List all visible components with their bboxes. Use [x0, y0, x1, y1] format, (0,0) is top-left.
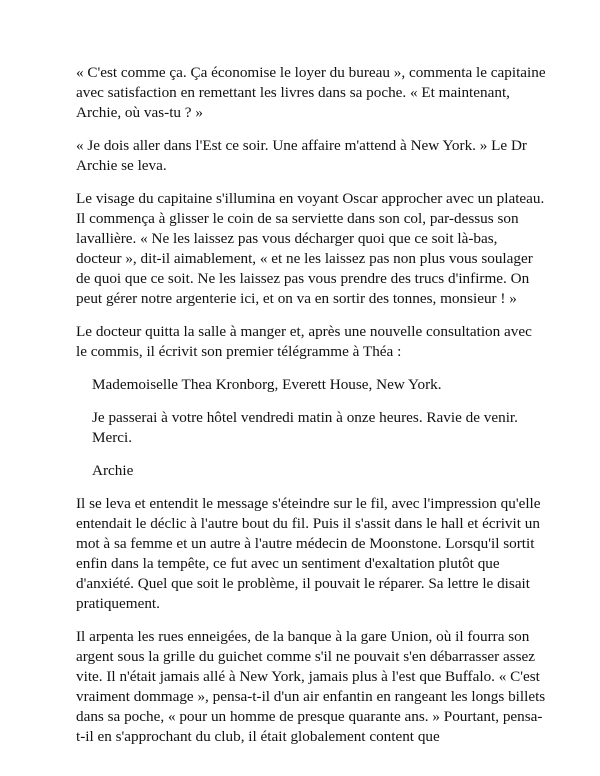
document-page	[76, 63, 546, 760]
paragraph: Il arpenta les rues enneigées, de la banque à la gare Union, où il fourra son argent sous la grille du guichet comme s'il ne pouvait s'en débarrasser assez vite. Il n'était jamais allé à New York, jamais plus à l'est que Buffalo. « C'est vraiment dommage », pensa-t-il d'un air enfantin en rangeant les longs billets dans sa poche, « pour un homme de presque quarante ans. » Pourtant, pensa-t-il en s'approchant du club, il était globalement content que	[76, 628, 546, 745]
telegram-address: Mademoiselle Thea Kronborg, Everett House, New York.	[92, 376, 442, 393]
paragraph: Le docteur quitta la salle à manger et, après une nouvelle consultation avec le commis, il écrivit son premier télégramme à Théa :	[76, 323, 532, 360]
paragraph: « Je dois aller dans l'Est ce soir. Une affaire m'attend à New York. » Le Dr Archie se leva.	[76, 137, 527, 174]
paragraph: Le visage du capitaine s'illumina en voyant Oscar approcher avec un plateau. Il commença à glisser le coin de sa serviette dans son col, par-dessus son lavallière. « Ne les laissez pas vous décharger quoi que ce soit là-bas, docteur », dit-il aimablement, « et ne les laissez pas non plus vous soulager de quoi que ce soit. Ne les laissez pas vous prendre des trucs d'infirme. On peut gérer notre argenterie ici, et on va en sortir des tonnes, monsieur ! »	[76, 190, 545, 307]
telegram-signature: Archie	[92, 462, 134, 479]
paragraph: « C'est comme ça. Ça économise le loyer du bureau », commenta le capitaine avec satisfaction en remettant les livres dans sa poche. « Et maintenant, Archie, où vas-tu ? »	[76, 64, 546, 121]
telegram-body: Je passerai à votre hôtel vendredi matin à onze heures. Ravie de venir. Merci.	[92, 409, 518, 446]
paragraph: Il se leva et entendit le message s'éteindre sur le fil, avec l'impression qu'elle entendait le déclic à l'autre bout du fil. Puis il s'assit dans le hall et écrivit un mot à sa femme et un autre à l'autre médecin de Moonstone. Lorsqu'il sortit enfin dans la tempête, ce fut avec un sentiment d'exaltation plutôt que d'anxiété. Quel que soit le problème, il pouvait le réparer. Sa lettre le disait pratiquement.	[76, 495, 541, 612]
